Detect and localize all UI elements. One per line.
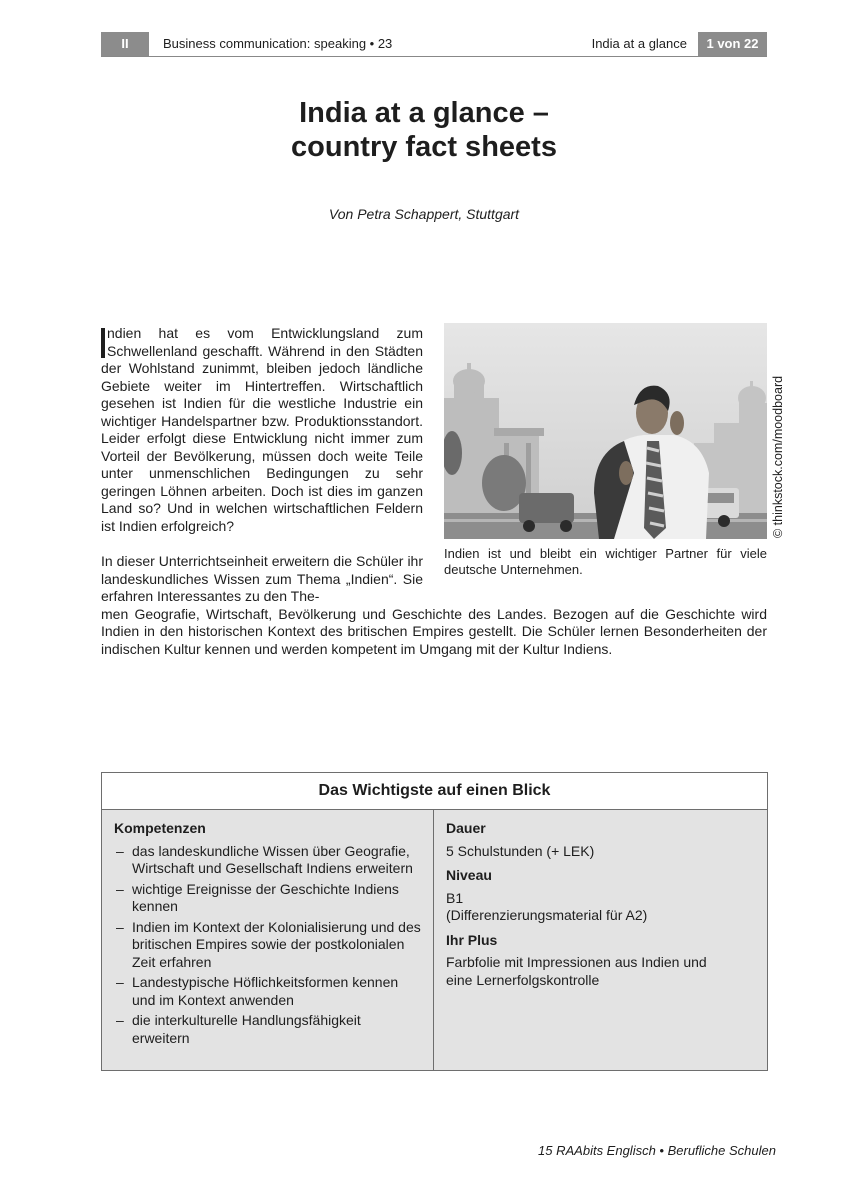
page-title [0, 96, 848, 164]
photo-caption: Indien ist und bleibt ein wichtiger Partner für viele deutsche Unternehmen. [444, 546, 767, 577]
plus-heading: Ihr Plus [446, 931, 498, 948]
kompetenzen-column [102, 810, 434, 1070]
photo-illustration [444, 323, 767, 539]
dauer-value: 5 Schulstunden (+ LEK) [446, 842, 595, 859]
second-paragraph-tail: men Geografie, Wirtschaft, Bevölkerung und Geschichte des Landes. Bezogen auf die Geschichte wird Indien in den historischen Kontext des britischen Empires gestellt. Die Schüler lernen Besonderheiten der indischen Kultur kennen und werden kompetent im Umgang mit der Kultur Indiens. [101, 605, 767, 657]
list-item: – wichtige Ereignisse der Geschichte Indiens kennen [114, 881, 421, 916]
second-paragraph-head: In dieser Unterrichtseinheit erweitern die Schüler ihr landeskundliches Wissen zum Thema „Indien“. Sie erfahren Interessantes zu den The- [101, 553, 423, 604]
photo-credit: © thinkstock.com/moodboard [771, 375, 785, 538]
page-header [101, 32, 767, 57]
dropcap-bar [101, 328, 105, 358]
list-item: – das landeskundliche Wissen über Geografie, Wirtschaft und Gesellschaft Indiens erweitern [114, 843, 421, 878]
kompetenzen-heading: Kompetenzen [114, 820, 206, 836]
title-line-1: India at a glance – [299, 97, 549, 129]
intro-text: ndien hat es vom Entwicklungsland zum Schwellenland geschafft. Während in den Städten der Wohlstand zunimmt, bleiben jedoch ländliche Gebiete weiter im Hintertreffen. Wirtschaftlich gesehen ist Indien für die westliche Industrie ein wichtiger Handelspartner bzw. Produktionsstandort. Leider erfolgt diese Entwicklung nicht immer zum Vorteil der Bevölkerung, müssen doch weite Teile unter unmenschlichen Bedingungen zu sehr geringen Löhnen arbeiten. Doch ist dies im ganzen Land so? Und in welchen wirtschaftlichen Feldern ist Indien erfolgreich? [101, 325, 423, 534]
kompetenzen-list [114, 843, 421, 1048]
page-footer: 15 RAAbits Englisch • Berufliche Schulen [538, 1143, 776, 1158]
page-indicator: 1 von 22 [698, 32, 767, 56]
intro-paragraph [101, 325, 423, 535]
series-label: Business communication: speaking • 23 [163, 36, 393, 51]
niveau-heading: Niveau [446, 867, 492, 883]
niveau-value: B1 [446, 889, 464, 906]
topic-label: India at a glance [591, 36, 687, 51]
overview-box-title: Das Wichtigste auf einen Blick [102, 773, 767, 810]
details-column [434, 810, 767, 1070]
plus-value: Farbfolie mit Impressionen aus Indien und eine Lernerfolgskontrolle [446, 954, 707, 988]
author-line: Von Petra Schappert, Stuttgart [328, 206, 520, 222]
second-paragraph [101, 553, 767, 658]
list-item: – die interkulturelle Handlungsfähigkeit erweitern [114, 1012, 421, 1047]
autorickshaw [519, 493, 574, 523]
title-line-2: country fact sheets [291, 131, 557, 163]
section-badge: II [101, 32, 149, 56]
photo [444, 323, 767, 539]
overview-box [101, 772, 768, 1071]
niveau-note: (Differenzierungsmaterial für A2) [446, 907, 648, 923]
dauer-heading: Dauer [446, 820, 486, 836]
list-item: – Indien im Kontext der Kolonialisierung und des britischen Empires sowie der postkolonialen Zeit erfahren [114, 919, 421, 972]
list-item: – Landestypische Höflichkeitsformen kennen und im Kontext anwenden [114, 974, 421, 1009]
